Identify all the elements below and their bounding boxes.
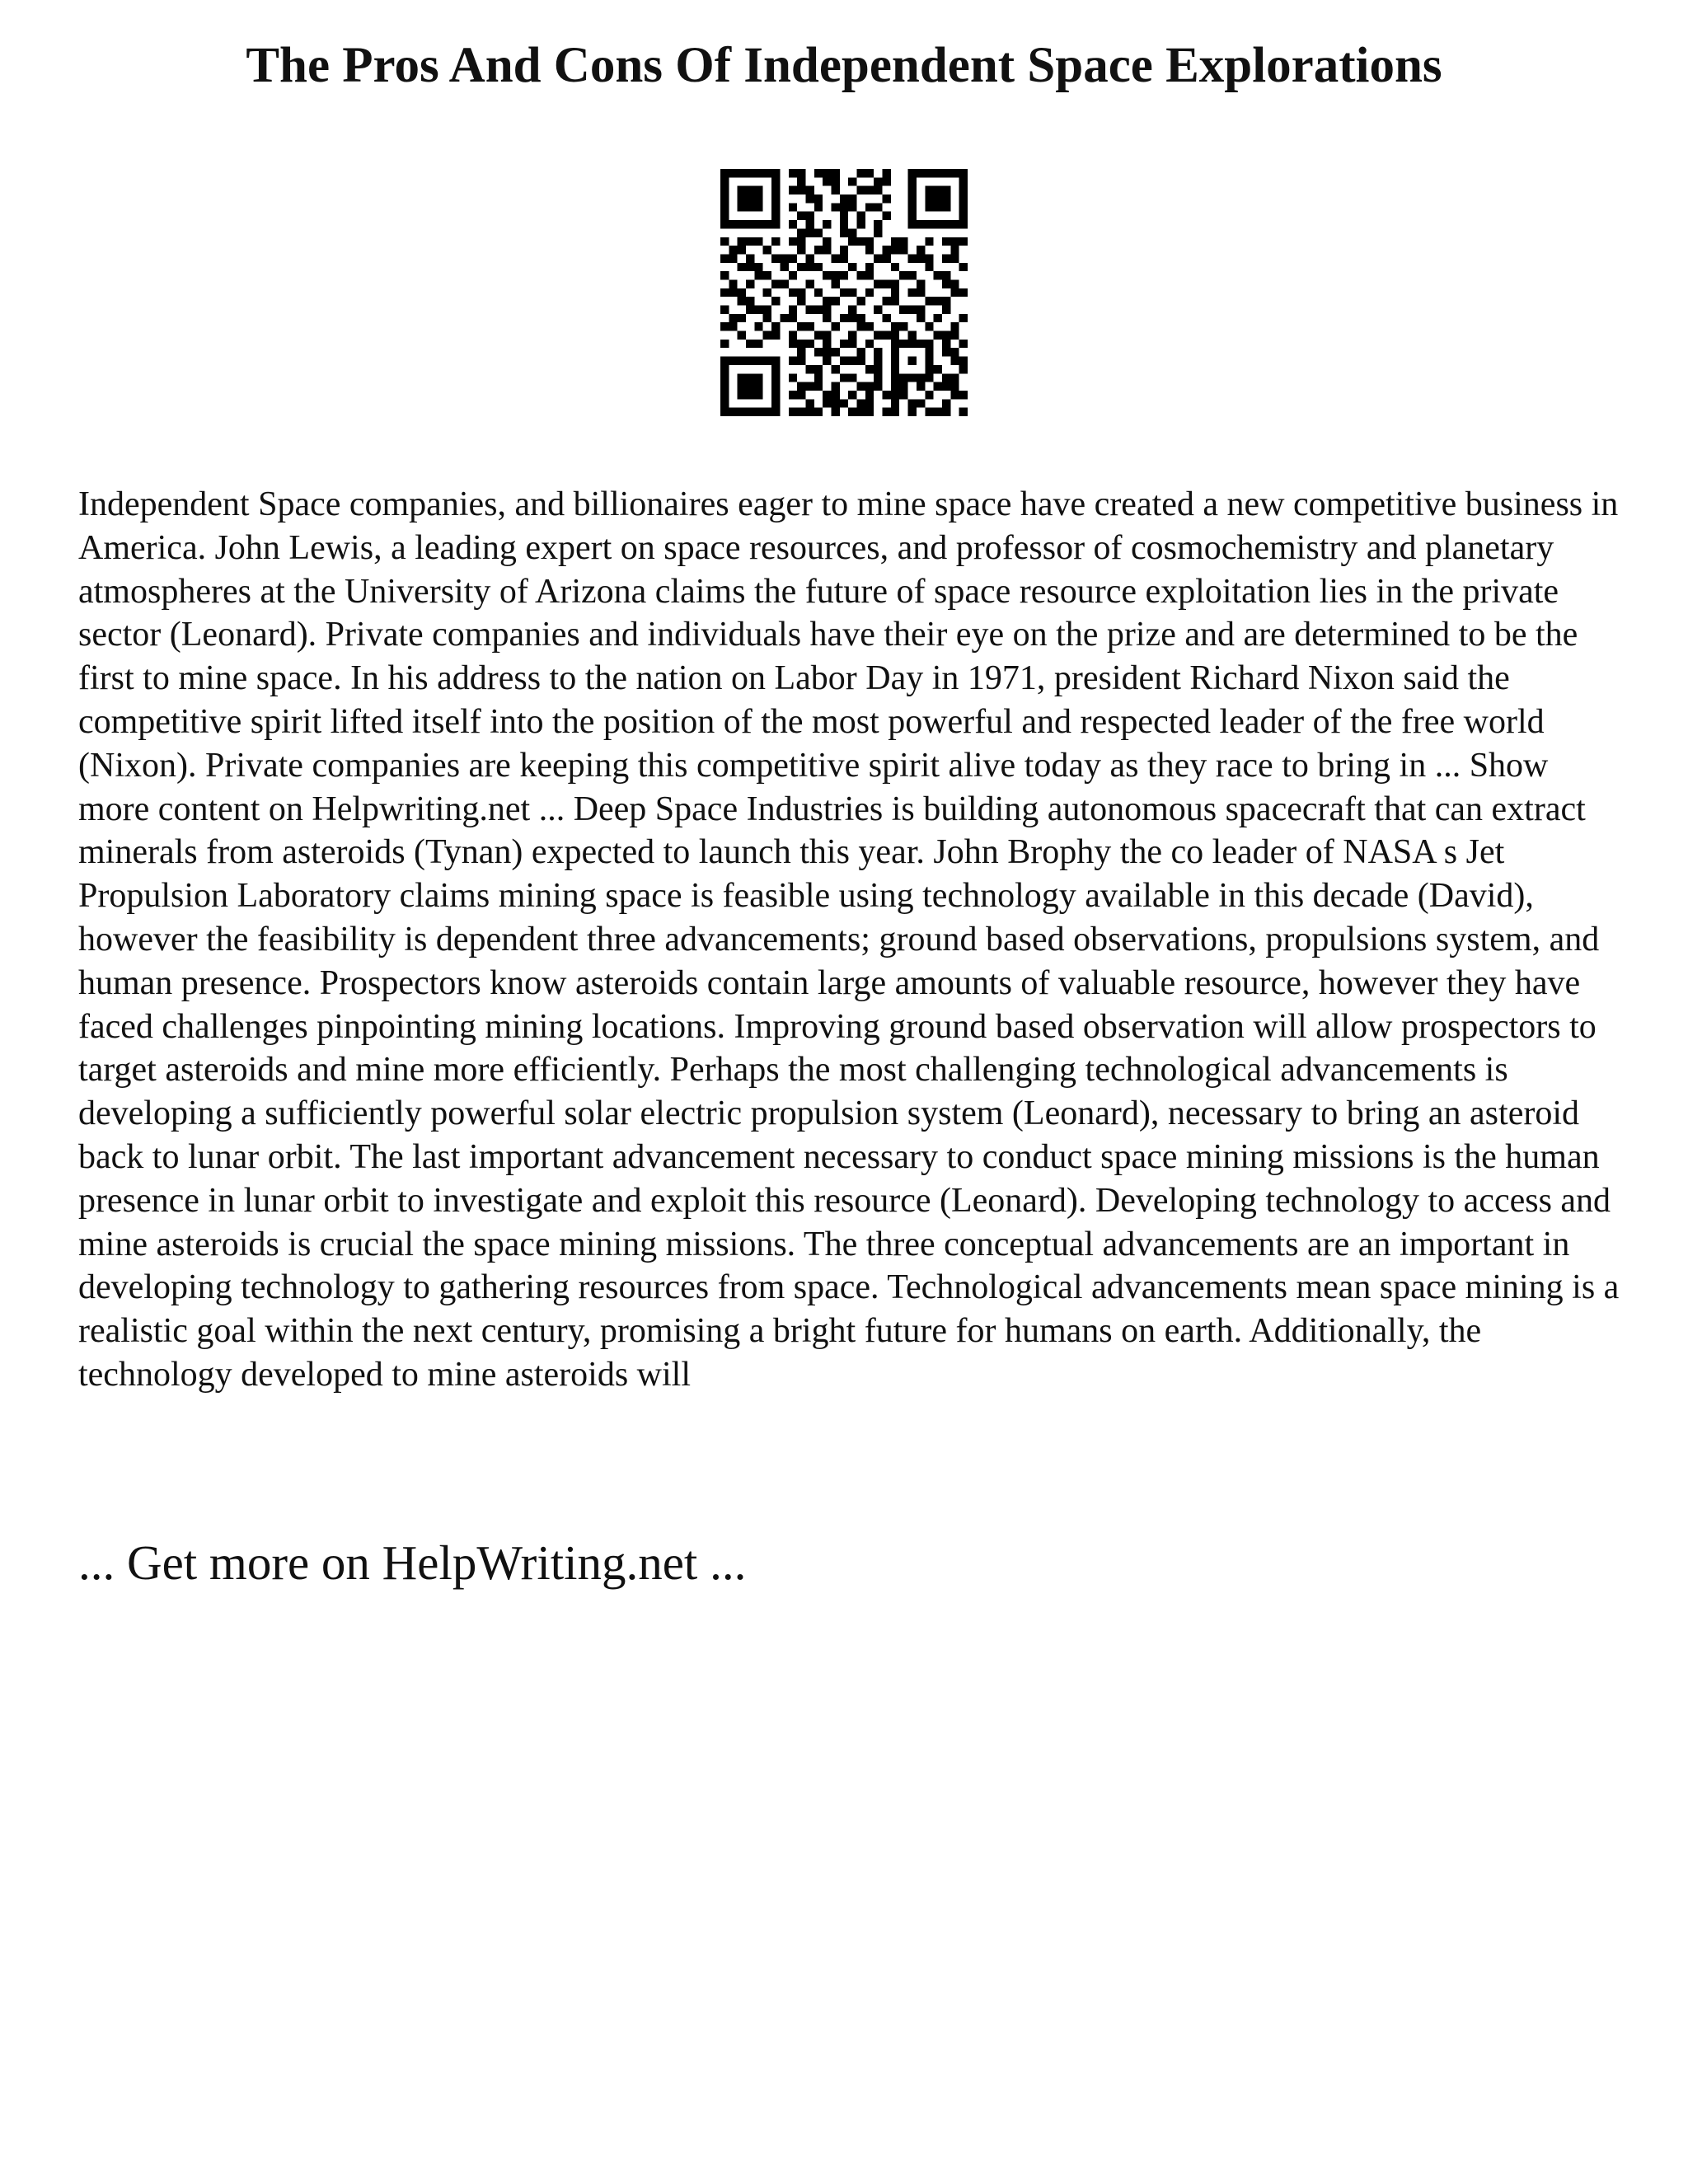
qr-code-graphic xyxy=(720,169,968,416)
document-title: The Pros And Cons Of Independent Space Explorations xyxy=(246,38,1442,93)
qr-code-icon[interactable] xyxy=(720,169,968,416)
get-more-link[interactable]: ... Get more on HelpWriting.net ... xyxy=(78,1535,747,1590)
document-body: Independent Space companies, and billionaires eager to mine space have created a new competitive business in America. John Lewis, a leading expert on space resources, and professor of cosmochemistry and planetary atmospheres at the University of Arizona claims the future of space resource exploitation lies in the private sector (Leonard). Private companies and individuals have their eye on the prize and are determined to be the first to mine space. In his address to the nation on Labor Day in 1971, president Richard Nixon said the competitive spirit lifted itself into the position of the most powerful and respected leader of the free world (Nixon). Private companies are keeping this competitive spirit alive today as they race to bring in ... Show more content on Helpwriting.net ... Deep Space Industries is building autonomous spacecraft that can extract minerals from asteroids (Tynan) expected to launch this year. John Brophy the co leader of NASA s Jet Propulsion Laboratory claims mining space is feasible using technology available in this decade (David), however the feasibility is dependent three advancements; ground based observations, propulsions system, and human presence. Prospectors know asteroids contain large amounts of valuable resource, however they have faced challenges pinpointing mining locations. Improving ground based observation will allow prospectors to target asteroids and mine more efficiently. Perhaps the most challenging technological advancements is developing a sufficiently powerful solar electric propulsion system (Leonard), necessary to bring an asteroid back to lunar orbit. The last important advancement necessary to conduct space mining missions is the human presence in lunar orbit to investigate and exploit this resource (Leonard). Developing technology to access and mine asteroids is crucial the space mining missions. The three conceptual advancements are an important in developing technology to gathering resources from space. Technological advancements mean space mining is a realistic goal within the next century, promising a bright future for humans on earth. Additionally, the technology developed to mine asteroids will xyxy=(78,485,1620,1394)
